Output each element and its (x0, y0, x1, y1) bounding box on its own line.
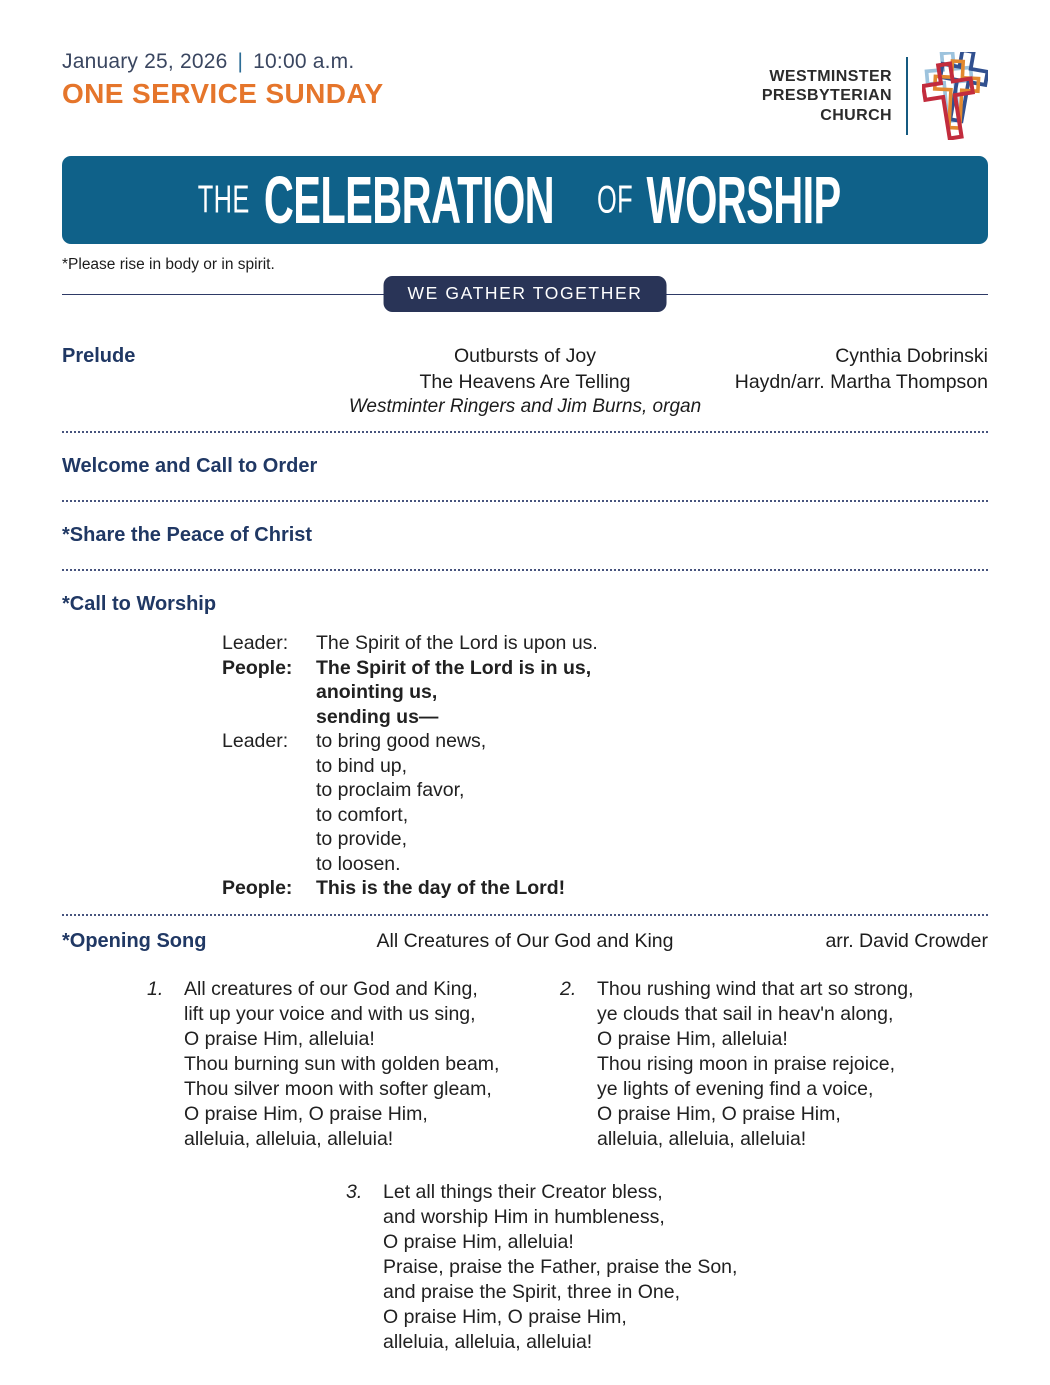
reading-line: to bring good news, (316, 730, 487, 753)
verse-line: alleluia, alleluia, alleluia! (184, 1127, 394, 1150)
reading-row (222, 876, 988, 901)
church-name-line: WESTMINSTER (769, 68, 892, 86)
speaker-label: People: (222, 877, 293, 900)
speaker-label: People: (222, 656, 293, 679)
verse-line: Praise, praise the Father, praise the Son, (383, 1255, 738, 1278)
reading-line: The Spirit of the Lord is in us, (316, 656, 592, 679)
reading-lines (316, 631, 988, 656)
reading-lines (316, 729, 988, 876)
verse-line: and worship Him in humbleness, (383, 1205, 665, 1228)
verse-line: O praise Him, alleluia! (597, 1027, 788, 1050)
verse-line: ye lights of evening find a voice, (597, 1077, 874, 1100)
prelude-label: Prelude (62, 345, 136, 367)
prelude-title: The Heavens Are Telling (419, 370, 631, 393)
reading-line: sending us— (316, 705, 439, 728)
dotted-separator (62, 431, 988, 433)
speaker-label: Leader: (222, 730, 289, 753)
logo-divider (906, 57, 908, 135)
verse-line: O praise Him, O praise Him, (383, 1305, 627, 1328)
verse-number: 1. (147, 977, 164, 1000)
heading-welcome: Welcome and Call to Order (62, 455, 318, 478)
prelude-title: Outbursts of Joy (454, 345, 596, 367)
section-badge: WE GATHER TOGETHER (384, 276, 667, 312)
heading-peace: *Share the Peace of Christ (62, 524, 313, 547)
reading-line: to bind up, (316, 754, 408, 777)
opening-song-item (62, 929, 988, 955)
verse-line: O praise Him, O praise Him, (184, 1102, 428, 1125)
service-dateline (62, 50, 384, 74)
verse-lines (184, 977, 559, 1152)
opening-song-label: *Opening Song (62, 929, 207, 952)
reading-lines (316, 876, 988, 901)
speaker-label: Leader: (222, 632, 289, 655)
church-name-line: PRESBYTERIAN (761, 87, 892, 105)
reading-line: This is the day of the Lord! (316, 877, 566, 900)
verse-line: and praise the Spirit, three in One, (383, 1280, 681, 1303)
dateline-divider: | (237, 50, 244, 73)
call-to-worship-reading (222, 631, 988, 901)
page-header (62, 50, 988, 140)
prelude-attribution: Haydn/arr. Martha Thompson (734, 370, 988, 393)
hymn-verse-3 (346, 1180, 737, 1355)
verse-line: Thou rising moon in praise rejoice, (597, 1052, 896, 1075)
church-name (762, 67, 892, 125)
banner-word-celebration: CELEBRATION (264, 162, 555, 238)
verse-line: Thou rushing wind that art so strong, (597, 977, 914, 1000)
reading-line: anointing us, (316, 681, 438, 704)
verse-line: Let all things their Creator bless, (383, 1180, 663, 1203)
prelude-attribution: Cynthia Dobrinski (835, 345, 988, 367)
reading-line: to loosen. (316, 852, 401, 875)
church-name-line: CHURCH (820, 106, 892, 124)
prelude-titles (419, 344, 630, 395)
prelude-attributions (735, 344, 988, 395)
hymn-verse-1 (147, 977, 559, 1152)
prelude-item (62, 344, 988, 418)
hymn-verses-row-1 (62, 977, 988, 1152)
dotted-separator (62, 500, 988, 502)
banner-word-worship: WORSHIP (646, 162, 841, 238)
reading-line: to comfort, (316, 803, 409, 826)
verse-line: O praise Him, alleluia! (184, 1027, 375, 1050)
verse-line: lift up your voice and with us sing, (184, 1002, 476, 1025)
header-left (62, 50, 384, 110)
verse-line: O praise Him, alleluia! (383, 1230, 574, 1253)
hymn-verses-row-2 (62, 1180, 988, 1355)
service-date: January 25, 2026 (62, 50, 228, 73)
rise-rubric: *Please rise in body or in spirit. (62, 256, 275, 273)
church-logo (762, 52, 988, 140)
verse-line: O praise Him, O praise Him, (597, 1102, 841, 1125)
dotted-separator (62, 914, 988, 916)
heading-call-to-worship: *Call to Worship (62, 593, 217, 616)
reading-row (222, 656, 988, 730)
reading-row (222, 729, 988, 876)
reading-row (222, 631, 988, 656)
prelude-performers: Westminter Ringers and Jim Burns, organ (348, 396, 702, 418)
service-title: ONE SERVICE SUNDAY (62, 78, 384, 109)
verse-line: Thou burning sun with golden beam, (184, 1052, 500, 1075)
verse-lines (597, 977, 914, 1152)
verse-line: alleluia, alleluia, alleluia! (383, 1330, 593, 1353)
worship-title-banner (62, 156, 988, 244)
verse-number: 3. (346, 1180, 363, 1203)
dotted-separator (62, 569, 988, 571)
verse-line: Thou silver moon with softer gleam, (184, 1077, 492, 1100)
reading-line: The Spirit of the Lord is upon us. (316, 632, 598, 655)
hymn-verse-2 (560, 977, 914, 1152)
verse-line: ye clouds that sail in heav'n along, (597, 1002, 894, 1025)
verse-number: 2. (560, 977, 577, 1000)
cross-logo-icon (922, 52, 988, 140)
opening-song-title: All Creatures of Our God and King (376, 929, 674, 952)
reading-lines (316, 656, 988, 730)
banner-word-of: OF (597, 177, 634, 222)
service-time: 10:00 a.m. (253, 50, 355, 73)
verse-line: All creatures of our God and King, (184, 977, 478, 1000)
reading-line: to proclaim favor, (316, 779, 465, 802)
section-divider (62, 274, 988, 314)
verse-line: alleluia, alleluia, alleluia! (597, 1127, 807, 1150)
banner-word-the: THE (197, 177, 250, 222)
reading-line: to provide, (316, 828, 408, 851)
opening-song-attribution: arr. David Crowder (825, 929, 988, 952)
verse-lines (383, 1180, 737, 1355)
